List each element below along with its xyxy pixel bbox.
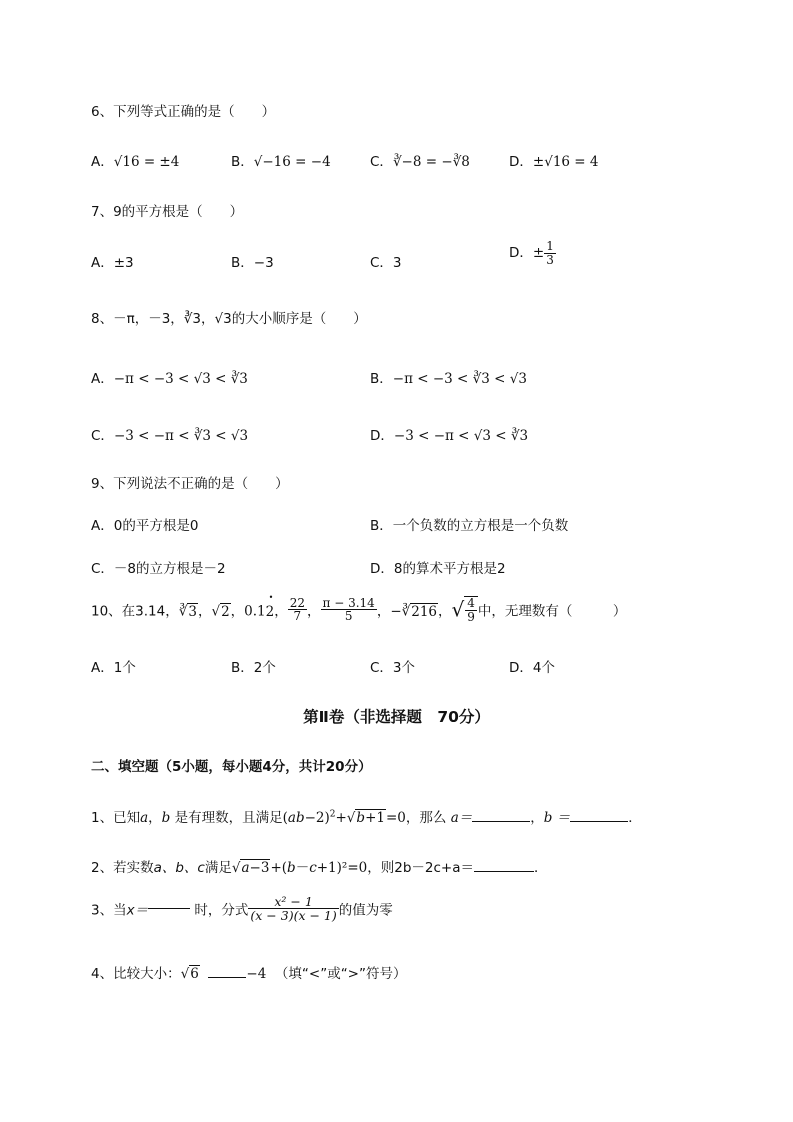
fill2-pre: 2、若实数: [91, 860, 154, 876]
answer-blank-a[interactable]: [472, 821, 530, 822]
part2-title: 第Ⅱ卷（非选择题 70分）: [303, 708, 490, 726]
option-letter: B．: [370, 371, 393, 387]
option-math: −π < −3 < ∛3 < √3: [392, 371, 527, 387]
option-math: ±√16 = 4: [532, 154, 599, 170]
fill-1: 1、已知a，b 是有理数，且满足$(ab-2)^2+√b+1=0$，那么 a＝ ，b ＝ ．: [91, 809, 642, 826]
fill1-mid: 是有理数，且满足: [174, 810, 283, 826]
q6-option-b: [231, 150, 331, 170]
q7-option-a: A．±3: [91, 255, 134, 271]
q9-option-c: C．－8的立方根是－2: [91, 561, 226, 577]
q6-option-d: [509, 150, 598, 170]
fill1-b-eq: b ＝: [543, 810, 571, 826]
q10-stem: 10、在3.14，∛3，√2，0.1• 2， $\frac{22}{7}$ ， $\frac{\pi - 3.14}{5}$ ，−∛216，√ $\frac{4}{9}$ 中，无理数有（ ）: [91, 596, 626, 623]
fill2-end: ．: [534, 860, 548, 876]
q9-option-a: A．0的平方根是0: [91, 518, 199, 534]
q10-option-a: A．1个: [91, 660, 136, 676]
fill1-end: ．: [628, 810, 642, 826]
q10-fraction-pi: [321, 597, 377, 623]
q10-cube-root-3: ∛3，: [178, 603, 212, 620]
option-math: −3 < −π < √3 < ∛3: [393, 428, 529, 444]
fraction-denominator: (x − 3)(x − 1): [250, 908, 337, 924]
q8-option-c: [91, 424, 248, 444]
q9-option-b: B．一个负数的立方根是一个负数: [370, 518, 569, 534]
answer-blank-b[interactable]: [570, 821, 628, 822]
radical-sign: √: [451, 597, 465, 622]
q6-option-c: [370, 150, 470, 170]
q8-option-a: [91, 367, 248, 387]
fill2-vars: a、b、c: [153, 860, 205, 876]
fraction: [544, 240, 556, 266]
option-letter: D．: [509, 154, 533, 170]
section-heading: 二、填空题（5小题，每小题4分，共计20分）: [91, 759, 372, 775]
option-letter: C．: [370, 154, 393, 170]
fraction-denominator: 7: [288, 609, 307, 623]
q10-neg-cube-root-216: −∛216，: [390, 603, 452, 620]
var-b: b: [161, 810, 171, 826]
answer-blank[interactable]: [208, 977, 246, 978]
fraction-numerator: π − 3.14: [322, 595, 375, 610]
q8-option-d: [370, 424, 528, 444]
option-math: √16 = ±4: [113, 154, 180, 170]
fraction-denominator: 3: [546, 252, 554, 267]
q7-option-b: B．−3: [231, 255, 274, 271]
answer-blank[interactable]: [148, 908, 190, 909]
option-math: −π < −3 < √3 < ∛3: [113, 371, 248, 387]
q10-suffix: 中，无理数有（ ）: [477, 603, 627, 620]
fraction-denominator: 9: [467, 609, 475, 624]
q10-repeating-decimal: 0.1• 2，: [244, 604, 288, 620]
q7-option-c: C．3: [370, 255, 402, 271]
fill3-pre: 3、当: [91, 902, 127, 919]
fill2-mid: 满足: [204, 860, 232, 876]
q10-root-2: √2，: [211, 603, 245, 620]
q10-option-c: C．3个: [370, 660, 416, 676]
q9-option-d: D．8的算术平方根是2: [370, 561, 506, 577]
fill1-equation: $(ab-2)^2+√b+1=0$: [282, 809, 406, 826]
fill2-then: ，则: [367, 860, 395, 876]
option-letter: D．: [509, 245, 533, 262]
option-letter: A．: [91, 154, 114, 170]
q6-stem: 6、下列等式正确的是（ ）: [91, 104, 276, 120]
option-letter: D．: [370, 428, 394, 444]
q10-option-b: B．2个: [231, 660, 276, 676]
q10-root-4-9: [464, 596, 478, 623]
fill4-neg-4: −4: [246, 966, 267, 982]
fill3-end: 的值为零: [338, 902, 393, 919]
q9-stem: 9、下列说法不正确的是（ ）: [91, 476, 289, 492]
fraction-numerator: x² − 1: [274, 894, 313, 909]
fill1-sep: ，: [530, 810, 544, 826]
fill1-a-eq: a＝: [450, 810, 473, 826]
fill4-pre: 4、比较大小：: [91, 966, 181, 982]
fill2-expr: 2b－2c+a＝: [394, 860, 474, 876]
fill-4: [91, 962, 407, 982]
q10-option-d: D．4个: [509, 660, 555, 676]
fill1-then: ，那么: [405, 810, 447, 826]
q10-fraction-22-7: [288, 597, 307, 623]
fill4-tail: （填“<”或“>”符号）: [274, 966, 407, 982]
q6-option-a: [91, 150, 179, 170]
q8-stem: 8、－π，－3，∛3，√3的大小顺序是（ ）: [91, 311, 367, 327]
fill4-root-6: √6: [180, 966, 199, 982]
fraction-denominator: 5: [321, 609, 377, 623]
q10-prefix: 10、在3.14，: [91, 603, 179, 620]
fill1-pre: 1、已知: [91, 810, 141, 826]
option-letter: A．: [91, 371, 114, 387]
option-math: −3 < −π < ∛3 < √3: [113, 428, 249, 444]
option-sign: ±: [532, 245, 545, 262]
option-letter: B．: [231, 154, 254, 170]
fraction-numerator: 4: [467, 596, 475, 610]
fraction-numerator: 1: [546, 239, 554, 253]
fraction-numerator: 22: [289, 595, 306, 610]
q7-option-d: [509, 240, 556, 266]
fill3-mid: 时，分式: [194, 902, 249, 919]
fill2-equation: √a−3+(b－c+1)²=0: [231, 860, 368, 876]
q8-option-b: [370, 367, 527, 387]
fill3-fraction: [248, 895, 338, 922]
fill-2: [91, 856, 548, 876]
option-math: √−16 = −4: [253, 154, 331, 170]
option-math: ∛−8 = −∛8: [392, 154, 470, 170]
fill-3: [91, 895, 393, 922]
answer-blank[interactable]: [474, 871, 534, 872]
var-a: a: [140, 810, 149, 826]
option-letter: C．: [91, 428, 114, 444]
fill3-x-eq: x＝: [126, 902, 149, 919]
q7-stem: 7、9的平方根是（ ）: [91, 204, 244, 220]
